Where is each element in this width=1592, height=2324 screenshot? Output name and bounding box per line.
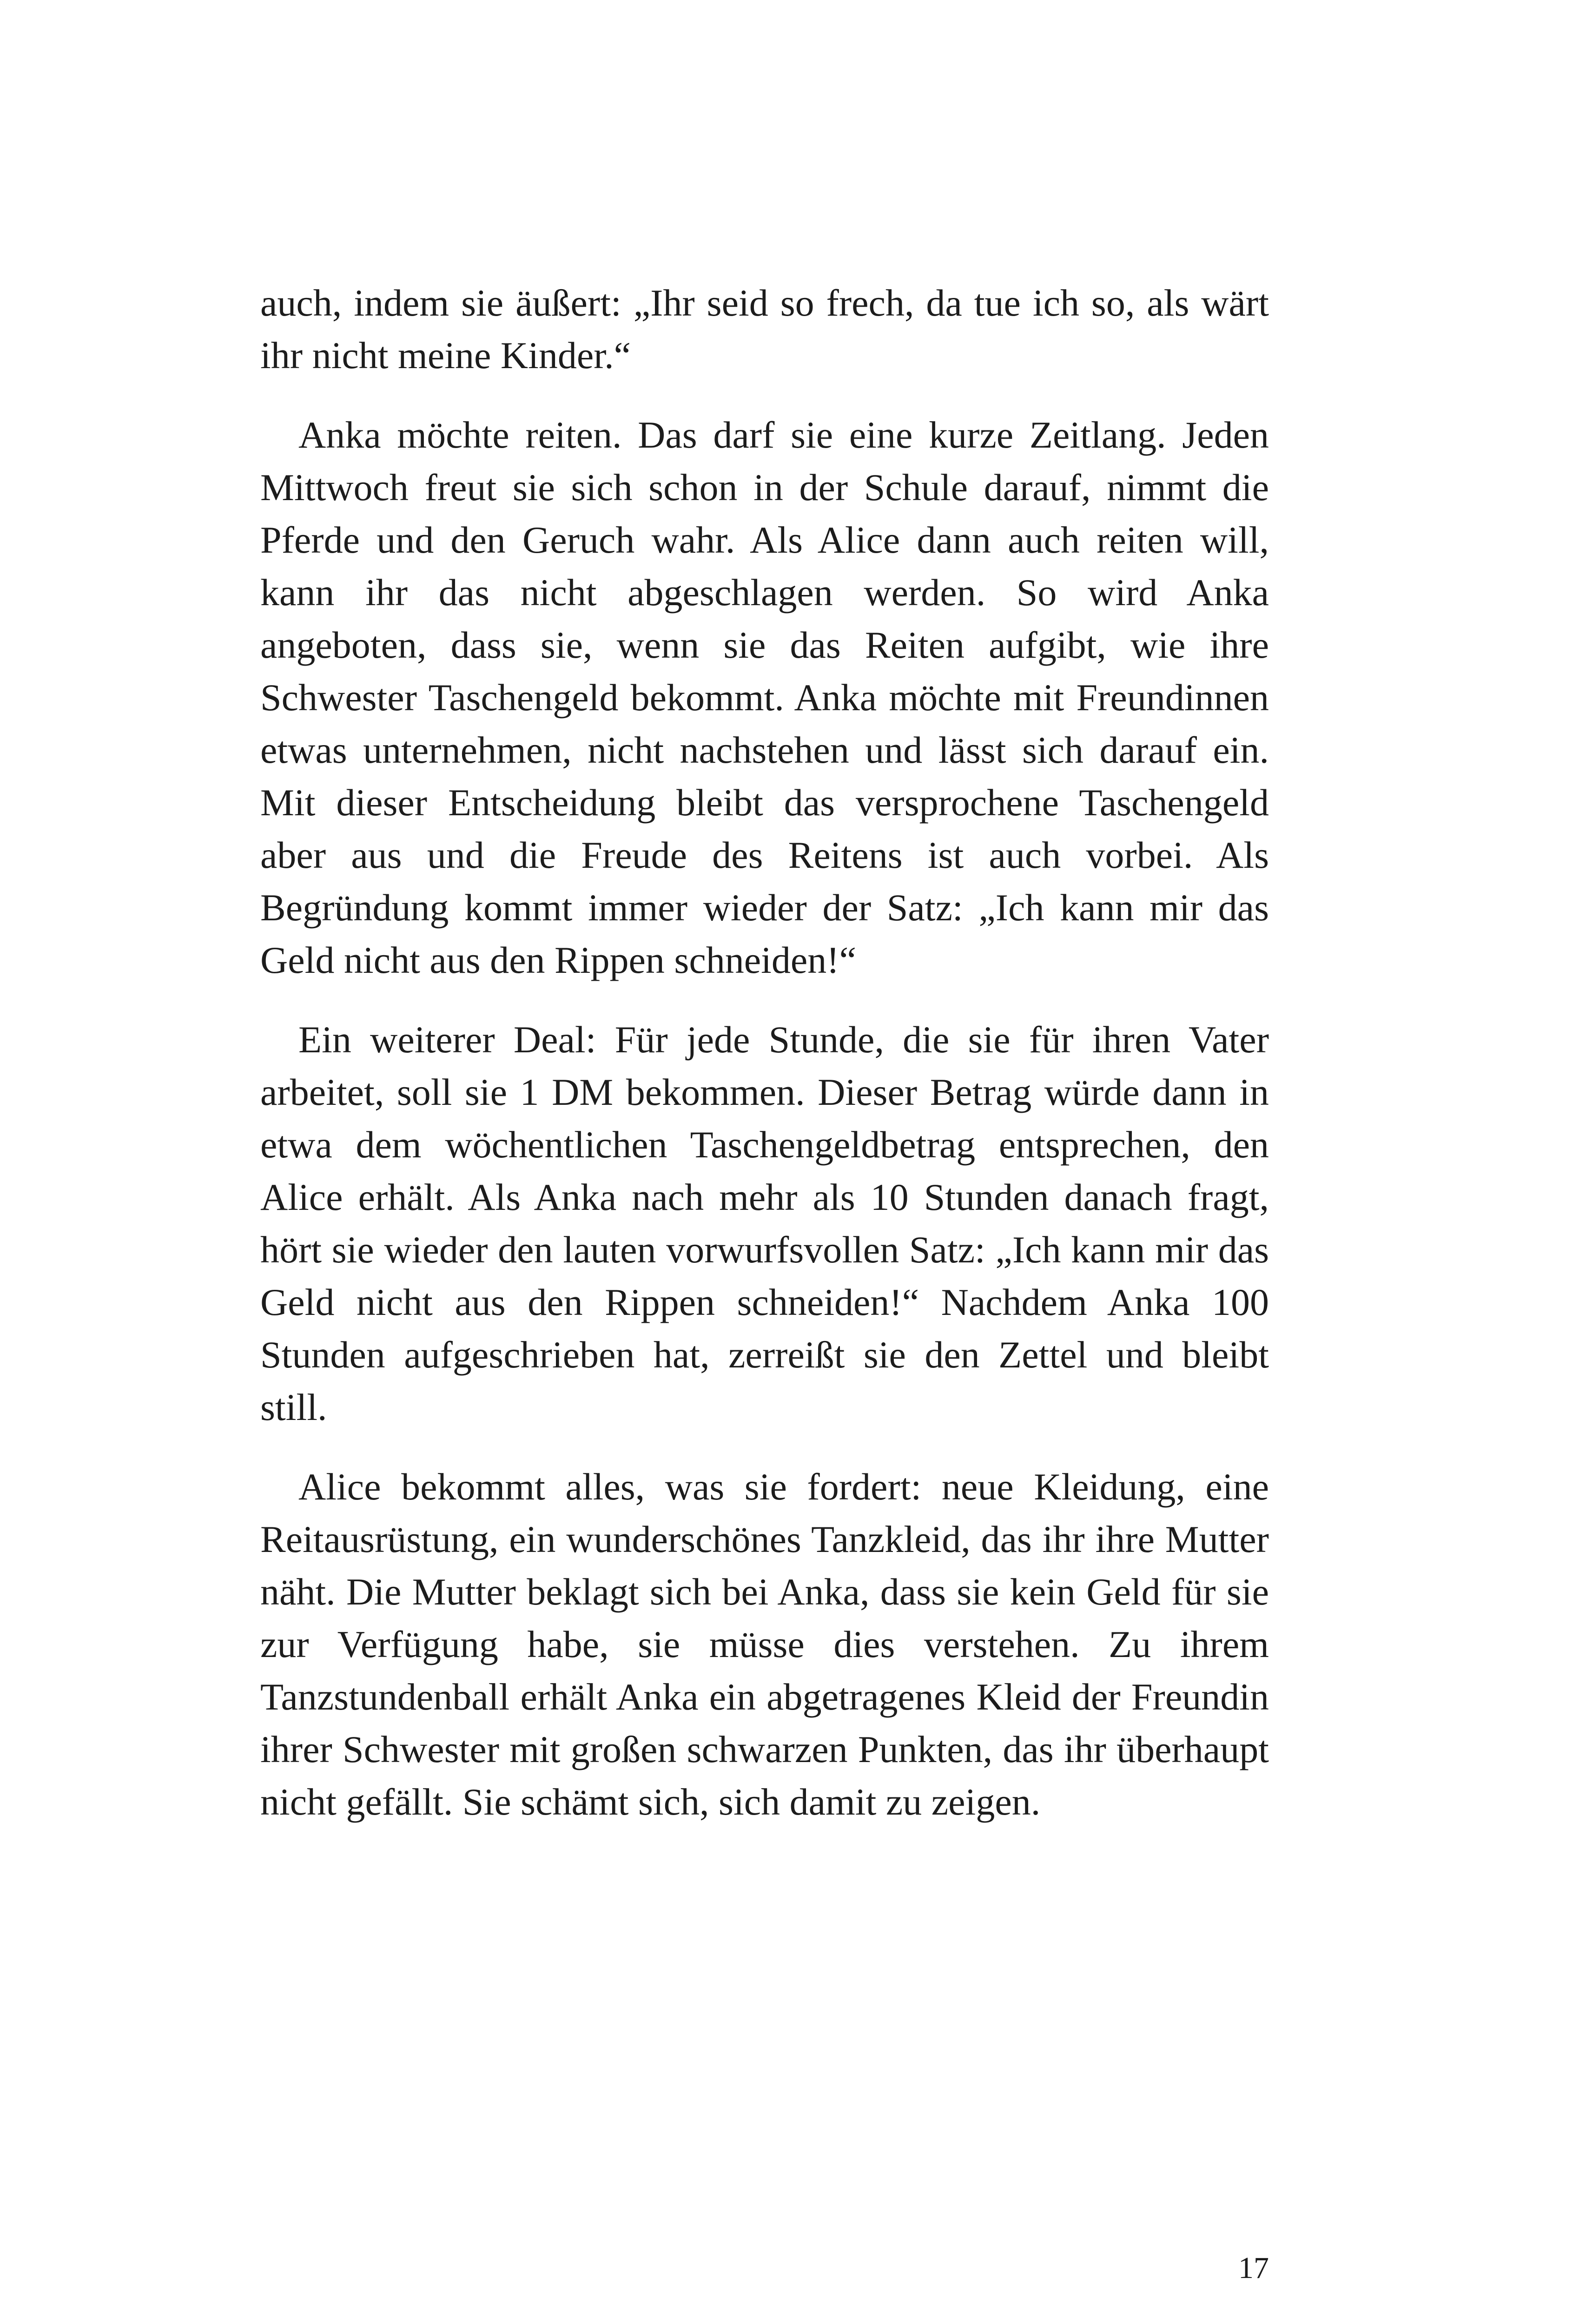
paragraph: auch, indem sie äußert: „Ihr seid so frech, da tue ich so, als wärt ihr nicht meine Kinder.“ — [260, 282, 1269, 376]
paragraph: Alice bekommt alles, was sie fordert: neue Kleidung, eine Reitausrüstung, ein wunderschönes Tanzkleid, das ihr ihre Mutter näht. Die Mutter beklagt sich bei Anka, dass sie kein Geld für sie zur Verfügung habe, sie müsse dies verstehen. Zu ihrem Tanzstundenball erhält Anka ein abgetragenes Kleid der Freundin ihrer Schwester mit großen schwarzen Punkten, das ihr überhaupt nicht gefällt. Sie schämt sich, sich damit zu zeigen. — [260, 1466, 1269, 1823]
body-text — [260, 277, 1269, 1855]
paragraph: Ein weiterer Deal: Für jede Stunde, die sie für ihren Vater arbeitet, soll sie 1 DM bekommen. Dieser Betrag würde dann in etwa dem wöchentlichen Taschengeldbetrag entsprechen, den Alice erhält. Als Anka nach mehr als 10 Stunden danach fragt, hört sie wieder den lauten vorwurfsvollen Satz: „Ich kann mir das Geld nicht aus den Rippen schneiden!“ Nachdem Anka 100 Stunden aufgeschrieben hat, zerreißt sie den Zettel und bleibt still. — [260, 1018, 1269, 1428]
paragraph: Anka möchte reiten. Das darf sie eine kurze Zeitlang. Jeden Mittwoch freut sie sich schon in der Schule darauf, nimmt die Pferde und den Geruch wahr. Als Alice dann auch reiten will, kann ihr das nicht abgeschlagen werden. So wird Anka angeboten, dass sie, wenn sie das Reiten aufgibt, wie ihre Schwester Taschengeld bekommt. Anka möchte mit Freundinnen etwas unternehmen, nicht nachstehen und lässt sich darauf ein. Mit dieser Entscheidung bleibt das versprochene Taschengeld aber aus und die Freude des Reitens ist auch vorbei. Als Begründung kommt immer wieder der Satz: „Ich kann mir das Geld nicht aus den Rippen schneiden!“ — [260, 414, 1269, 981]
page-number: 17 — [1238, 2251, 1269, 2285]
